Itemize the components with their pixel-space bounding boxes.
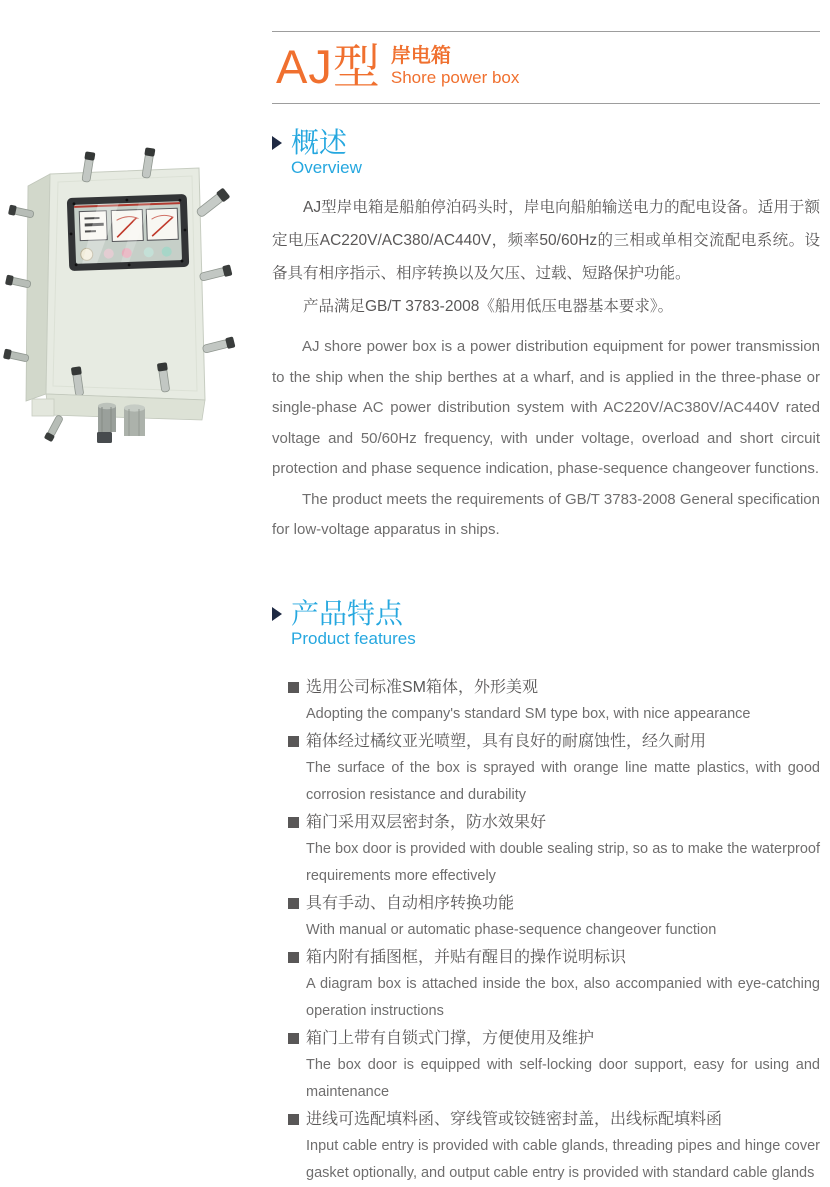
feature-text-cn: 箱门采用双层密封条，防水效果好 [288, 809, 820, 836]
features-title-cn: 产品特点 [291, 597, 404, 629]
content-column [272, 0, 820, 1187]
feature-text-en: Input cable entry is provided with cable glands, threading pipes and hinge cover gasket optionally, and output cable entry is provided with standard cable glands [306, 1138, 820, 1182]
features-heading [272, 599, 820, 649]
features-heading-text [291, 599, 416, 649]
feature-item [288, 944, 820, 1025]
overview-heading [272, 128, 820, 178]
product-name-cn: 岸电箱 [390, 44, 451, 67]
feature-text-cn: 箱内附有插图框，并贴有醒目的操作说明标识 [288, 944, 820, 971]
product-subtitle [391, 45, 520, 88]
feature-text-cn: 箱体经过橘纹亚光喷塑，具有良好的耐腐蚀性，经久耐用 [288, 728, 820, 755]
model-name: AJ型 [276, 40, 381, 93]
feature-text-cn: 箱门上带有自锁式门撑，方便使用及维护 [288, 1025, 820, 1052]
header-bottom-rule [272, 103, 820, 104]
feature-text-cn: 进线可选配填料函、穿线管或铰链密封盖，出线标配填料函 [288, 1106, 820, 1133]
page-title [272, 32, 820, 103]
paragraph: AJ shore power box is a power distribution equipment for power transmission to the ship when the ship berthes at a wharf, and is applied in the three-phase or single-phase AC power distribution system with AC220V/AC380V/AC440V rated voltage and 50/60Hz frequency, with under voltage, overload and short circuit protection and phase sequence indication, phase-sequence changeover functions. [272, 338, 820, 478]
bullet-square-icon [288, 736, 299, 747]
bullet-square-icon [288, 898, 299, 909]
overview-english-text [272, 332, 820, 546]
feature-text-en: The box door is equipped with self-locking door support, easy for using and maintenance [306, 1057, 820, 1101]
bullet-square-icon [288, 952, 299, 963]
paragraph: AJ型岸电箱是船舶停泊码头时，岸电向船舶输送电力的配电设备。适用于额定电压AC220V/AC380/AC440V，频率50/60Hz的三相或单相交流配电系统。设备具有相序指示、相序转换以及欠压、过载、短路保护功能。 [272, 199, 820, 283]
overview-heading-text [291, 128, 362, 178]
feature-text-en: The box door is provided with double sealing strip, so as to make the waterproof requirements more effectively [306, 841, 820, 885]
feature-list [272, 674, 820, 1187]
paragraph: The product meets the requirements of GB/T 3783-2008 General specification for low-voltage apparatus in ships. [272, 490, 820, 539]
product-photo [2, 144, 258, 466]
feature-text-cn: 具有手动、自动相序转换功能 [288, 890, 820, 917]
overview-title-en: Overview [291, 158, 362, 178]
feature-item [288, 1025, 820, 1106]
feature-text-en: Adopting the company's standard SM type box, with nice appearance [306, 706, 751, 723]
overview-title-cn: 概述 [291, 127, 348, 158]
feature-item [288, 1106, 820, 1187]
feature-text-en: The surface of the box is sprayed with orange line matte plastics, with good corrosion resistance and durability [306, 760, 820, 804]
paragraph: 产品满足GB/T 3783-2008《船用低压电器基本要求》。 [303, 298, 674, 316]
feature-item [288, 674, 820, 728]
bullet-square-icon [288, 1114, 299, 1125]
feature-item [288, 890, 820, 944]
feature-text-en: With manual or automatic phase-sequence changeover function [306, 922, 717, 939]
feature-text-en: A diagram box is attached inside the box, also accompanied with eye-catching operation instructions [306, 976, 820, 1020]
bullet-square-icon [288, 817, 299, 828]
product-name-en: Shore power box [390, 67, 520, 87]
feature-item [288, 809, 820, 890]
bullet-square-icon [288, 682, 299, 693]
section-features [272, 599, 820, 1187]
section-arrow-icon [272, 136, 282, 150]
shore-power-box-photo [2, 144, 258, 466]
section-overview [272, 128, 820, 546]
section-arrow-icon [272, 607, 282, 621]
overview-chinese-text [272, 191, 820, 323]
bullet-square-icon [288, 1033, 299, 1044]
feature-text-cn: 选用公司标准SM箱体，外形美观 [288, 674, 820, 701]
feature-item [288, 728, 820, 809]
features-title-en: Product features [291, 629, 416, 649]
